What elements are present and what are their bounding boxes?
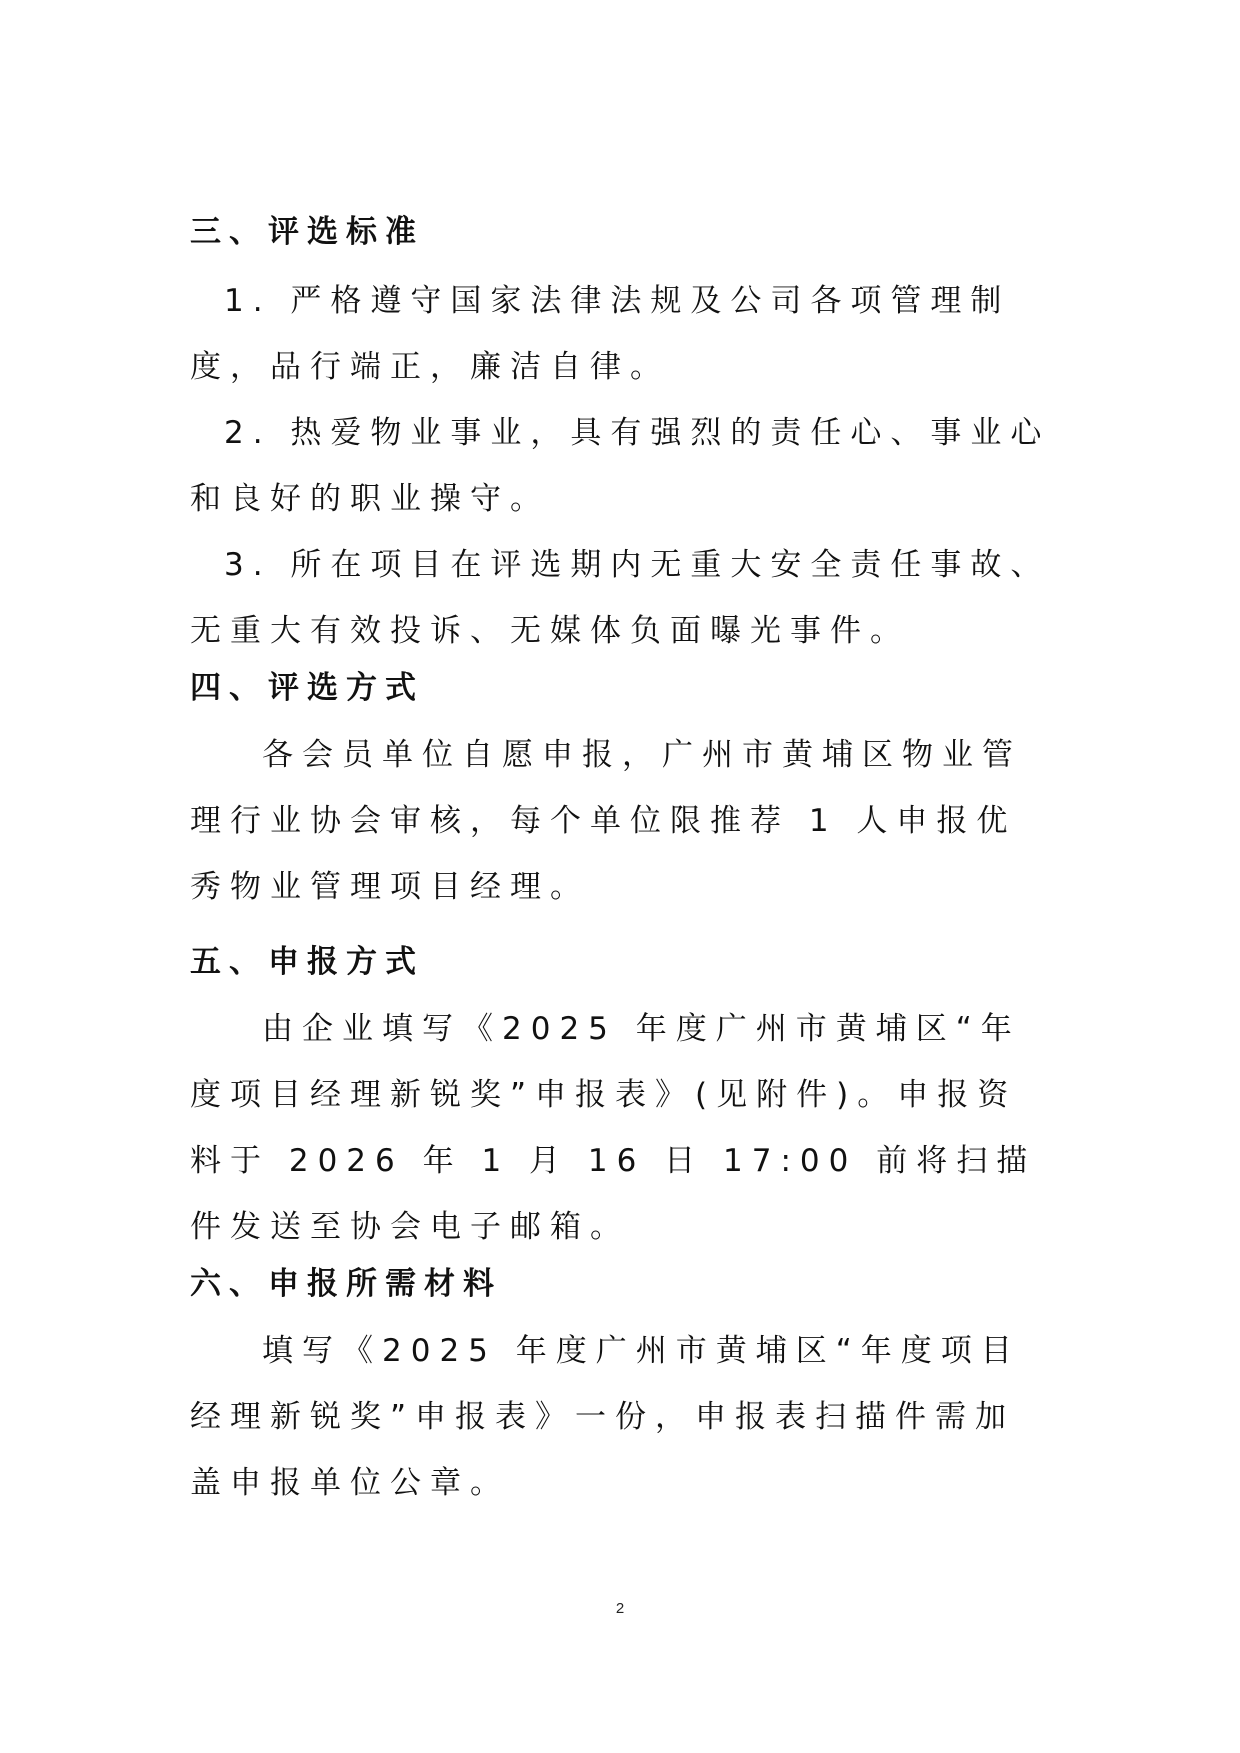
section-heading-method: 四、评选方式 xyxy=(190,670,424,706)
page-number: 2 xyxy=(615,1600,625,1617)
application-paragraph: 由企业填写《2025 年度广州市黄埔区“年度项目经理新锐奖”申报表》(见附件)。申报资料于 2026 年 1 月 16 日 17:00 前将扫描件发送至协会电子邮箱。 xyxy=(190,1011,1037,1245)
criteria-item-1: 1. 严格遵守国家法律法规及公司各项管理制度，品行端正，廉洁自律。 xyxy=(190,283,1011,385)
section-heading-materials: 六、申报所需材料 xyxy=(190,1266,502,1302)
criteria-item-2: 2. 热爱物业事业，具有强烈的责任心、事业心和良好的职业操守。 xyxy=(190,415,1051,517)
section-heading-criteria: 三、评选标准 xyxy=(190,214,424,250)
document-body xyxy=(190,212,1052,1516)
section-heading-application: 五、申报方式 xyxy=(190,944,424,980)
materials-paragraph: 填写《2025 年度广州市黄埔区“年度项目经理新锐奖”申报表》一份，申报表扫描件需加盖申报单位公章。 xyxy=(190,1333,1021,1501)
criteria-item-3: 3. 所在项目在评选期内无重大安全责任事故、无重大有效投诉、无媒体负面曝光事件。 xyxy=(190,547,1051,649)
method-paragraph: 各会员单位自愿申报，广州市黄埔区物业管理行业协会审核，每个单位限推荐 1 人申报优秀物业管理项目经理。 xyxy=(190,737,1022,905)
